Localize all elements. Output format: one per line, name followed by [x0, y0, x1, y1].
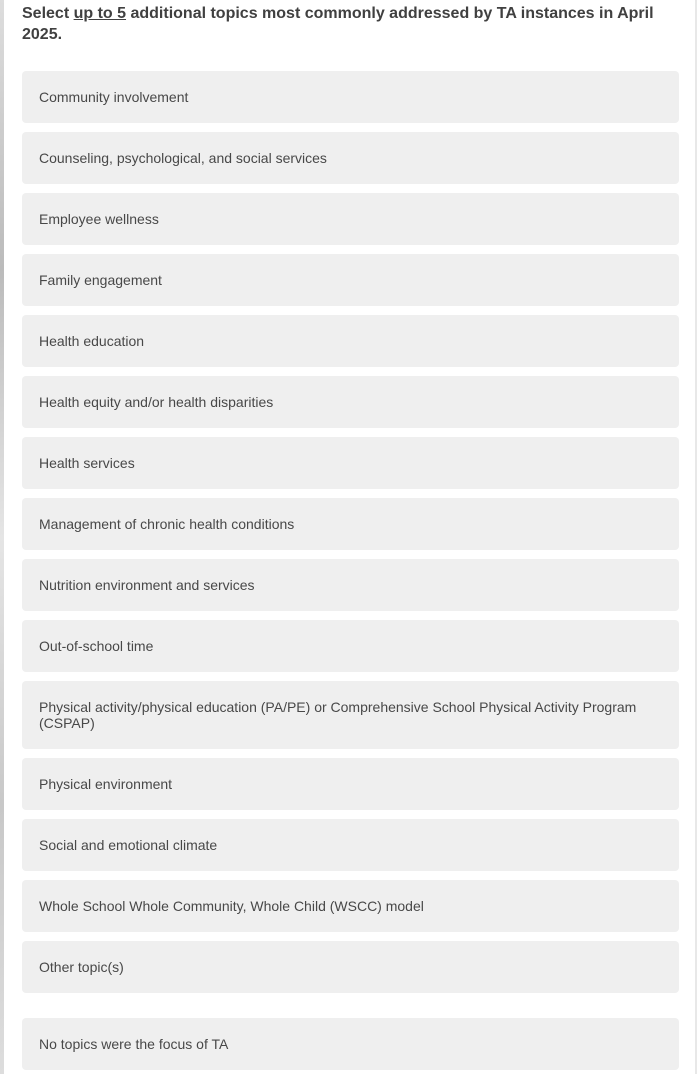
option-checkbox[interactable]: Health education	[22, 315, 679, 367]
question-emphasis: up to 5	[73, 5, 127, 22]
left-edge	[0, 0, 4, 1074]
option-checkbox[interactable]: Social and emotional climate	[22, 819, 679, 871]
options-list	[22, 71, 679, 1079]
option-checkbox[interactable]: Health equity and/or health disparities	[22, 376, 679, 428]
option-checkbox[interactable]: Physical environment	[22, 758, 679, 810]
option-checkbox[interactable]: Employee wellness	[22, 193, 679, 245]
option-checkbox[interactable]: Other topic(s)	[22, 941, 679, 993]
option-checkbox[interactable]: Counseling, psychological, and social services	[22, 132, 679, 184]
option-checkbox[interactable]: Nutrition environment and services	[22, 559, 679, 611]
option-no-topics[interactable]: No topics were the focus of TA	[22, 1018, 679, 1070]
option-checkbox[interactable]: Out-of-school time	[22, 620, 679, 672]
option-checkbox[interactable]: Health services	[22, 437, 679, 489]
question-text: Select up to 5 additional topics most commonly addressed by TA instances in April 2025.	[22, 5, 654, 43]
option-checkbox[interactable]: Community involvement	[22, 71, 679, 123]
option-checkbox[interactable]: Family engagement	[22, 254, 679, 306]
option-checkbox[interactable]: Physical activity/physical education (PA/PE) or Comprehensive School Physical Activity Program (CSPAP)	[22, 681, 679, 749]
option-checkbox[interactable]: Management of chronic health conditions	[22, 498, 679, 550]
option-checkbox[interactable]: Whole School Whole Community, Whole Child (WSCC) model	[22, 880, 679, 932]
